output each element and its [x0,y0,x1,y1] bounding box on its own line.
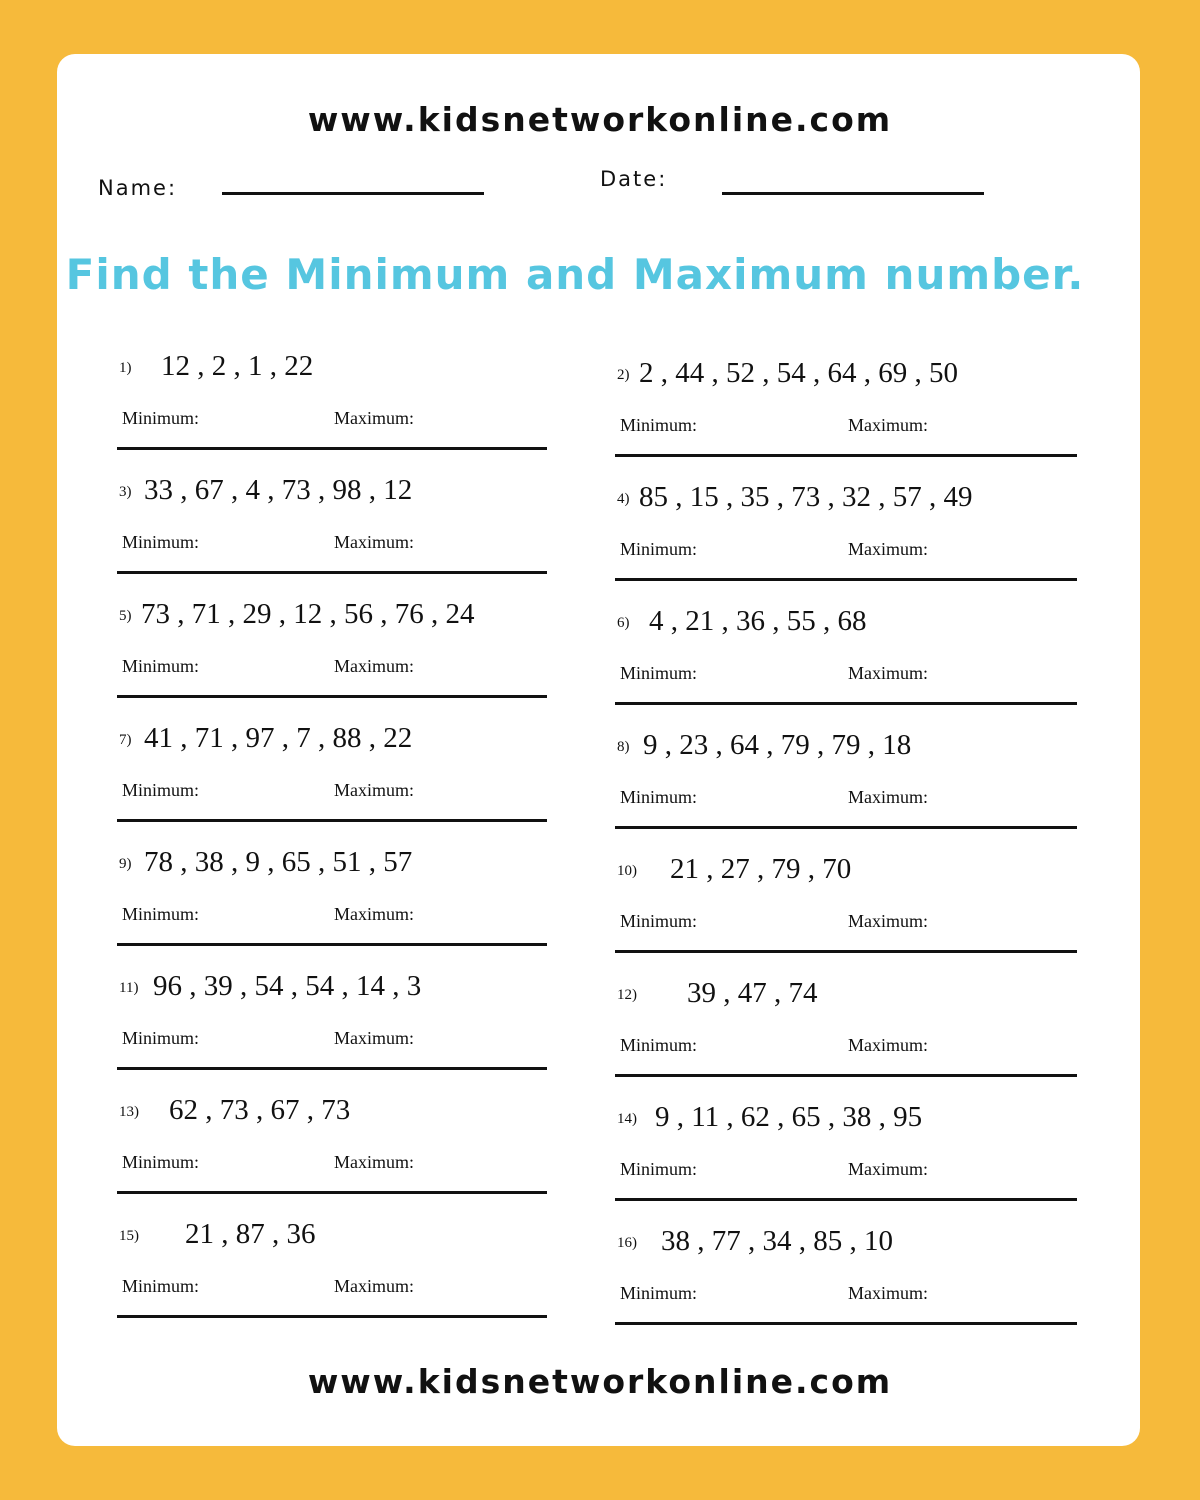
minimum-label: Minimum: [620,911,698,931]
problem-10 [615,853,1077,963]
problem-number: 13) [119,1104,139,1120]
maximum-label: Maximum: [334,656,414,676]
problem-1 [117,350,547,460]
number-list: 4 , 21 , 36 , 55 , 68 [649,605,867,637]
number-list: 9 , 23 , 64 , 79 , 79 , 18 [643,729,912,761]
maximum-label: Maximum: [334,1028,414,1048]
answer-line [615,1074,1077,1077]
answer-line [615,702,1077,705]
date-label: Date: [600,167,668,191]
minimum-label: Minimum: [122,1276,200,1296]
answer-line [117,1315,547,1318]
maximum-label: Maximum: [848,787,928,807]
answer-line [615,950,1077,953]
date-answer-line [722,192,984,195]
answer-line [117,819,547,822]
number-list: 33 , 67 , 4 , 73 , 98 , 12 [144,474,413,506]
answer-line [117,447,547,450]
maximum-label: Maximum: [848,911,928,931]
answer-line [615,826,1077,829]
worksheet-title: Find the Minimum and Maximum number. [65,250,1085,299]
problem-6 [615,605,1077,715]
minimum-label: Minimum: [122,904,200,924]
problem-14 [615,1101,1077,1211]
number-list: 38 , 77 , 34 , 85 , 10 [661,1225,893,1257]
problem-number: 16) [617,1235,637,1251]
minimum-label: Minimum: [620,1035,698,1055]
minimum-label: Minimum: [620,415,698,435]
problem-7 [117,722,547,832]
problem-number: 9) [119,856,132,872]
number-list: 9 , 11 , 62 , 65 , 38 , 95 [655,1101,923,1133]
number-list: 2 , 44 , 52 , 54 , 64 , 69 , 50 [639,357,958,389]
problem-2 [615,357,1077,467]
problem-12 [615,977,1077,1087]
maximum-label: Maximum: [848,1159,928,1179]
maximum-label: Maximum: [334,1276,414,1296]
problem-15 [117,1218,547,1328]
problem-8 [615,729,1077,839]
minimum-label: Minimum: [620,1283,698,1303]
maximum-label: Maximum: [334,780,414,800]
site-url-footer: www.kidsnetworkonline.com [307,1362,893,1401]
answer-line [117,1191,547,1194]
problem-4 [615,481,1077,591]
minimum-label: Minimum: [620,663,698,683]
number-list: 85 , 15 , 35 , 73 , 32 , 57 , 49 [639,481,973,513]
maximum-label: Maximum: [848,663,928,683]
answer-line [615,1322,1077,1325]
number-list: 21 , 27 , 79 , 70 [670,853,852,885]
problem-9 [117,846,547,956]
answer-line [615,454,1077,457]
name-answer-line [222,192,484,195]
problem-number: 7) [119,732,132,748]
number-list: 62 , 73 , 67 , 73 [169,1094,351,1126]
maximum-label: Maximum: [334,408,414,428]
problem-number: 12) [617,987,637,1003]
number-list: 39 , 47 , 74 [687,977,818,1009]
problem-number: 15) [119,1228,139,1244]
problem-number: 4) [617,491,630,507]
name-label: Name: [98,176,178,200]
problem-11 [117,970,547,1080]
problem-3 [117,474,547,584]
number-list: 41 , 71 , 97 , 7 , 88 , 22 [144,722,413,754]
maximum-label: Maximum: [334,532,414,552]
minimum-label: Minimum: [620,787,698,807]
problem-16 [615,1225,1077,1335]
maximum-label: Maximum: [848,1283,928,1303]
minimum-label: Minimum: [122,780,200,800]
problem-number: 6) [617,615,630,631]
maximum-label: Maximum: [334,1152,414,1172]
minimum-label: Minimum: [620,539,698,559]
number-list: 78 , 38 , 9 , 65 , 51 , 57 [144,846,413,878]
problem-number: 2) [617,367,630,383]
problem-number: 11) [119,980,139,996]
maximum-label: Maximum: [848,539,928,559]
answer-line [117,695,547,698]
answer-line [615,578,1077,581]
answer-line [117,1067,547,1070]
number-list: 21 , 87 , 36 [185,1218,316,1250]
minimum-label: Minimum: [122,656,200,676]
minimum-label: Minimum: [122,408,200,428]
problem-13 [117,1094,547,1204]
maximum-label: Maximum: [848,1035,928,1055]
answer-line [117,571,547,574]
problem-number: 10) [617,863,637,879]
maximum-label: Maximum: [334,904,414,924]
minimum-label: Minimum: [122,532,200,552]
maximum-label: Maximum: [848,415,928,435]
minimum-label: Minimum: [122,1152,200,1172]
minimum-label: Minimum: [620,1159,698,1179]
problem-5 [117,598,547,708]
number-list: 12 , 2 , 1 , 22 [161,350,314,382]
problem-number: 14) [617,1111,637,1127]
problem-number: 5) [119,608,132,624]
number-list: 73 , 71 , 29 , 12 , 56 , 76 , 24 [141,598,475,630]
problem-number: 8) [617,739,630,755]
answer-line [615,1198,1077,1201]
problem-number: 3) [119,484,132,500]
answer-line [117,943,547,946]
number-list: 96 , 39 , 54 , 54 , 14 , 3 [153,970,422,1002]
problem-number: 1) [119,360,132,376]
site-url-header: www.kidsnetworkonline.com [307,100,893,139]
minimum-label: Minimum: [122,1028,200,1048]
